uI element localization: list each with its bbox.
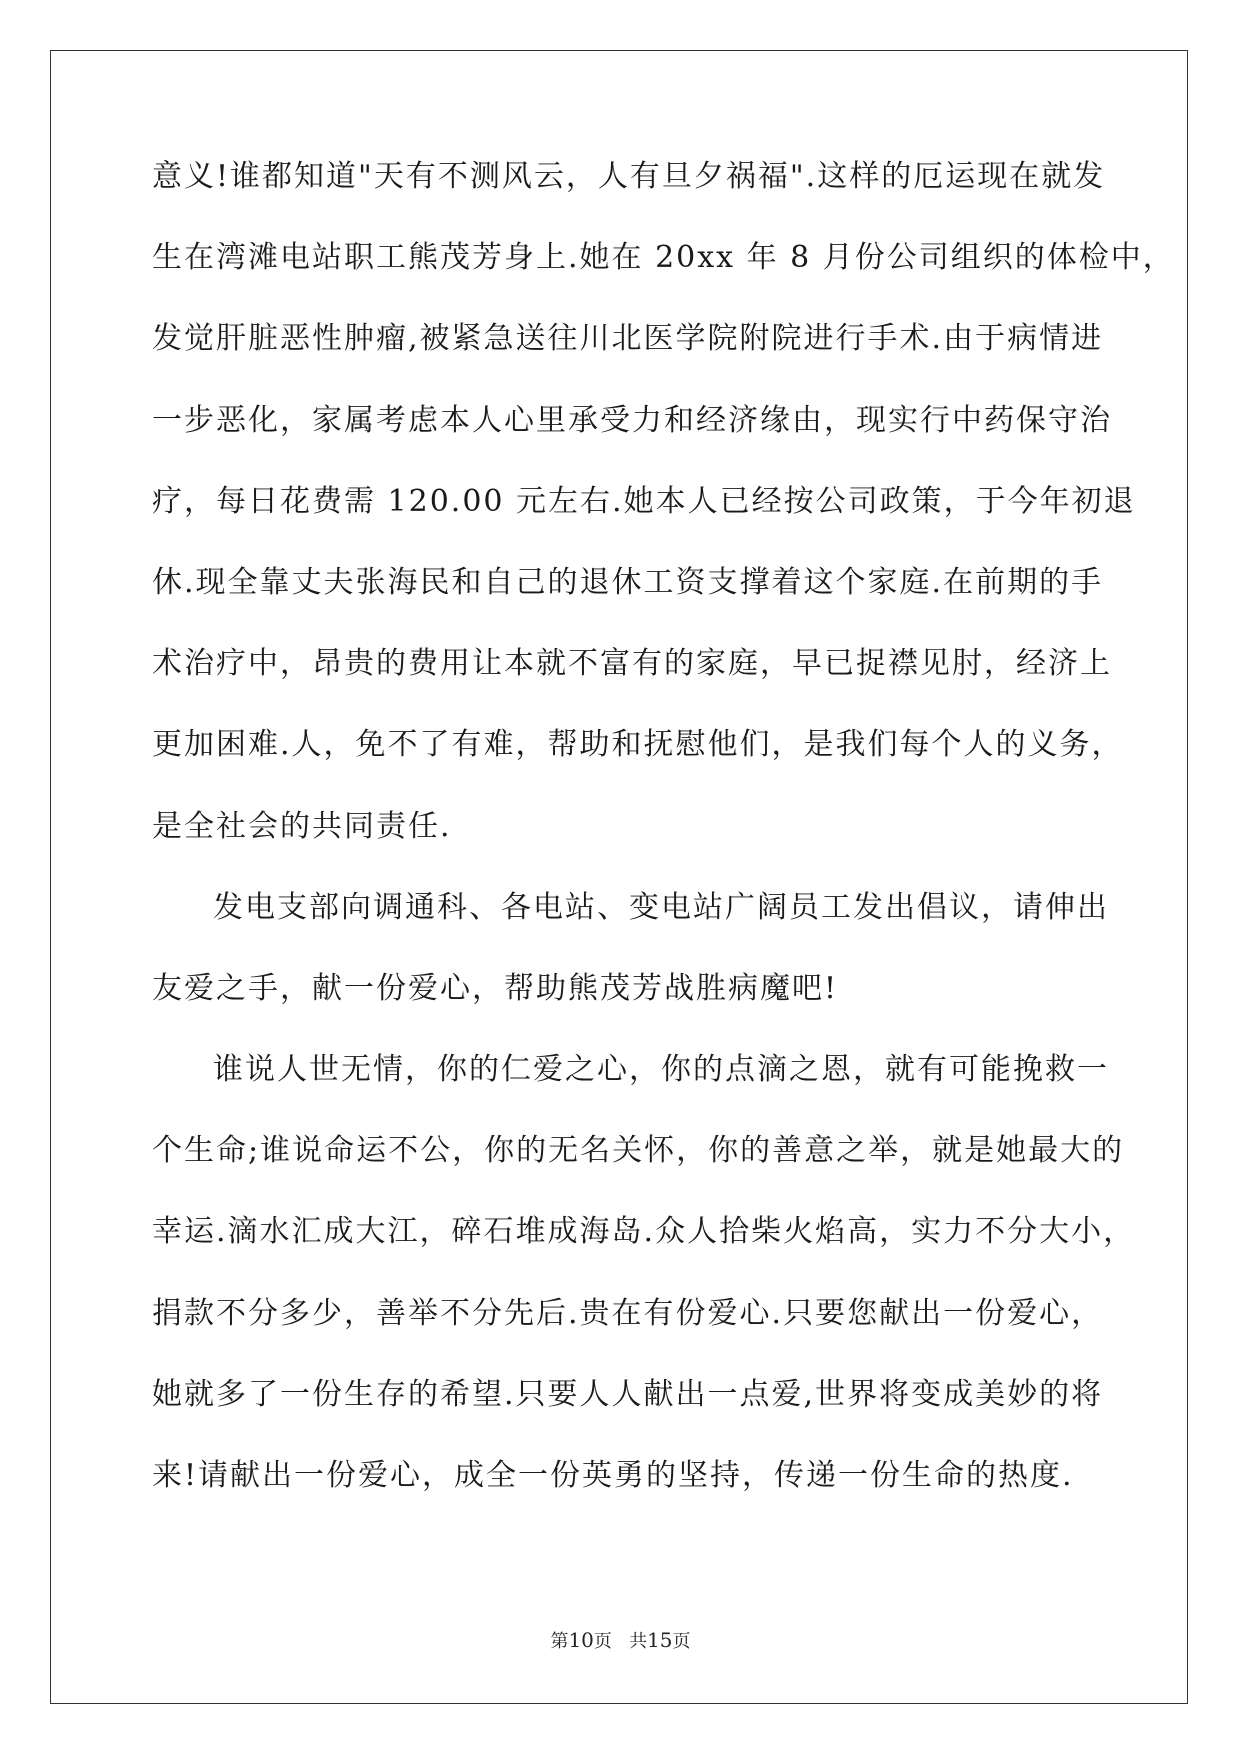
- total-suffix: 页: [672, 1631, 691, 1652]
- paragraph-start-line: 发电支部向调通科、各电站、变电站广阔员工发出倡议，请伸出: [213, 889, 1109, 925]
- text-line: 更加困难.人，免不了有难，帮助和抚慰他们，是我们每个人的义务，: [152, 727, 1124, 763]
- paragraph-start-line: 谁说人世无情，你的仁爱之心，你的点滴之恩，就有可能挽救一: [213, 1052, 1109, 1088]
- text-line: 休.现全靠丈夫张海民和自己的退休工资支撑着这个家庭.在前期的手: [152, 564, 1104, 600]
- text-line: 发觉肝脏恶性肿瘤,被紧急送往川北医学院附院进行手术.由于病情进: [152, 321, 1104, 357]
- document-body: [152, 159, 1175, 1542]
- text-line: 幸运.滴水汇成大江，碎石堆成海岛.众人拾柴火焰高，实力不分大小，: [152, 1214, 1136, 1250]
- text-line: 是全社会的共同责任.: [152, 808, 452, 844]
- page-prefix: 第: [550, 1631, 569, 1652]
- text-line: 她就多了一份生存的希望.只要人人献出一点爱,世界将变成美妙的将: [152, 1376, 1104, 1412]
- text-line: 术治疗中，昂贵的费用让本就不富有的家庭，早已捉襟见肘，经济上: [152, 646, 1112, 682]
- current-page-number: 10: [568, 1628, 594, 1652]
- text-line: 生在湾滩电站职工熊茂芳身上.她在 20xx 年 8 月份公司组织的体检中，: [152, 240, 1175, 276]
- text-line: 捐款不分多少，善举不分先后.贵在有份爱心.只要您献出一份爱心，: [152, 1295, 1104, 1331]
- total-pages-number: 15: [647, 1628, 673, 1652]
- text-line: 个生命;谁说命运不公，你的无名关怀，你的善意之举，就是她最大的: [152, 1133, 1125, 1169]
- text-line: 意义!谁都知道"天有不测风云，人有旦夕祸福".这样的厄运现在就发: [152, 159, 1106, 194]
- text-line: 一步恶化，家属考虑本人心里承受力和经济缘由，现实行中药保守治: [152, 402, 1112, 438]
- page-number-footer: [0, 1630, 1241, 1652]
- page-suffix: 页: [593, 1631, 612, 1652]
- text-line: 疗，每日花费需 120.00 元左右.她本人已经按公司政策，于今年初退: [152, 483, 1136, 519]
- text-line: 友爱之手，献一份爱心，帮助熊茂芳战胜病魔吧!: [152, 970, 839, 1006]
- text-line: 来!请献出一份爱心，成全一份英勇的坚持，传递一份生命的热度.: [152, 1458, 1074, 1493]
- total-prefix: 共: [629, 1631, 648, 1652]
